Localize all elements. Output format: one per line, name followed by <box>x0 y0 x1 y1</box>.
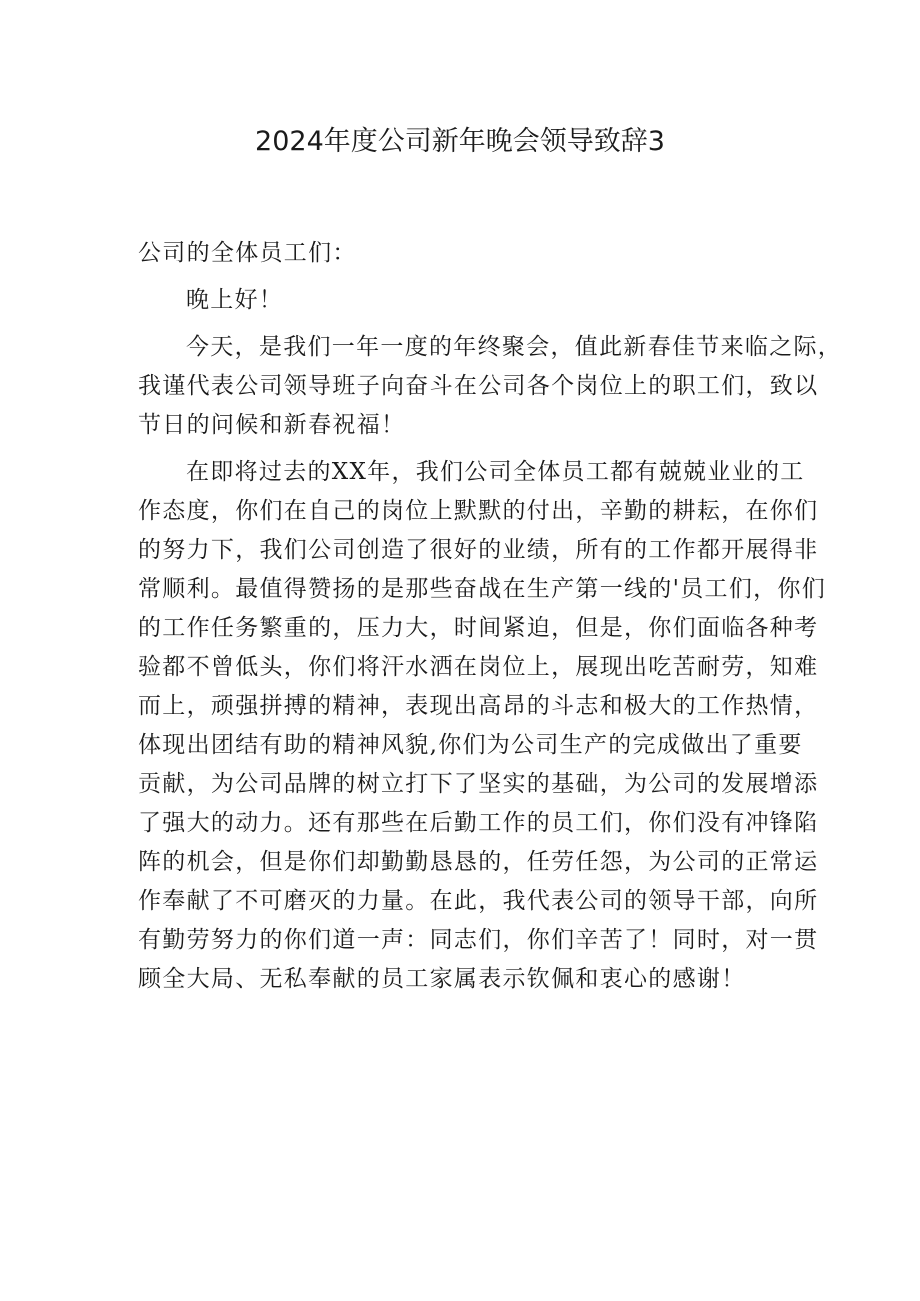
paragraph-line: 体现出团结有助的精神风貌,你们为公司生产的完成做出了重要 <box>138 732 803 758</box>
paragraph-line: 验都不曾低头，你们将汗水洒在岗位上，展现出吃苦耐劳，知难 <box>138 654 819 680</box>
paragraph-line: 顾全大局、无私奉献的员工家属表示钦佩和衷心的感谢！ <box>138 966 746 992</box>
paragraph-line: 节日的问候和新春祝福！ <box>138 412 406 438</box>
paragraph-line: 作态度，你们在自己的岗位上默默的付出，辛勤的耕耘，在你们 <box>138 498 819 524</box>
paragraph-2 <box>138 453 827 999</box>
paragraph-line: 有勤劳努力的你们道一声：同志们，你们辛苦了！同时，对一贯 <box>138 927 819 953</box>
salutation: 公司的全体员工们： <box>138 240 357 266</box>
paragraph-line: 阵的机会，但是你们却勤勤恳恳的，任劳任怨，为公司的正常运 <box>138 849 819 875</box>
paragraph-line: 贡献，为公司品牌的树立打下了坚实的基础，为公司的发展增添 <box>138 771 819 797</box>
paragraph-line: 了强大的动力。还有那些在后勤工作的员工们，你们没有冲锋陷 <box>138 810 819 836</box>
document-title: 2024年度公司新年晚会领导致辞3 <box>255 126 665 157</box>
paragraph-line: 在即将过去的XX年，我们公司全体员工都有兢兢业业的工 <box>186 459 805 485</box>
paragraph-line: 而上，顽强拼搏的精神，表现出高昂的斗志和极大的工作热情， <box>138 693 819 719</box>
paragraph-1 <box>138 328 843 445</box>
paragraph-line: 我谨代表公司领导班子向奋斗在公司各个岗位上的职工们，致以 <box>138 373 819 399</box>
greeting: 晚上好！ <box>186 287 284 313</box>
paragraph-line: 的工作任务繁重的，压力大，时间紧迫，但是，你们面临各种考 <box>138 615 819 641</box>
paragraph-line: 的努力下，我们公司创造了很好的业绩，所有的工作都开展得非 <box>138 537 819 563</box>
paragraph-line: 常顺利。最值得赞扬的是那些奋战在生产第一线的'员工们，你们 <box>138 576 827 602</box>
paragraph-line: 今天，是我们一年一度的年终聚会，值此新春佳节来临之际， <box>186 334 843 360</box>
document-body <box>138 234 843 999</box>
paragraph-line: 作奉献了不可磨灭的力量。在此，我代表公司的领导干部，向所 <box>138 888 819 914</box>
